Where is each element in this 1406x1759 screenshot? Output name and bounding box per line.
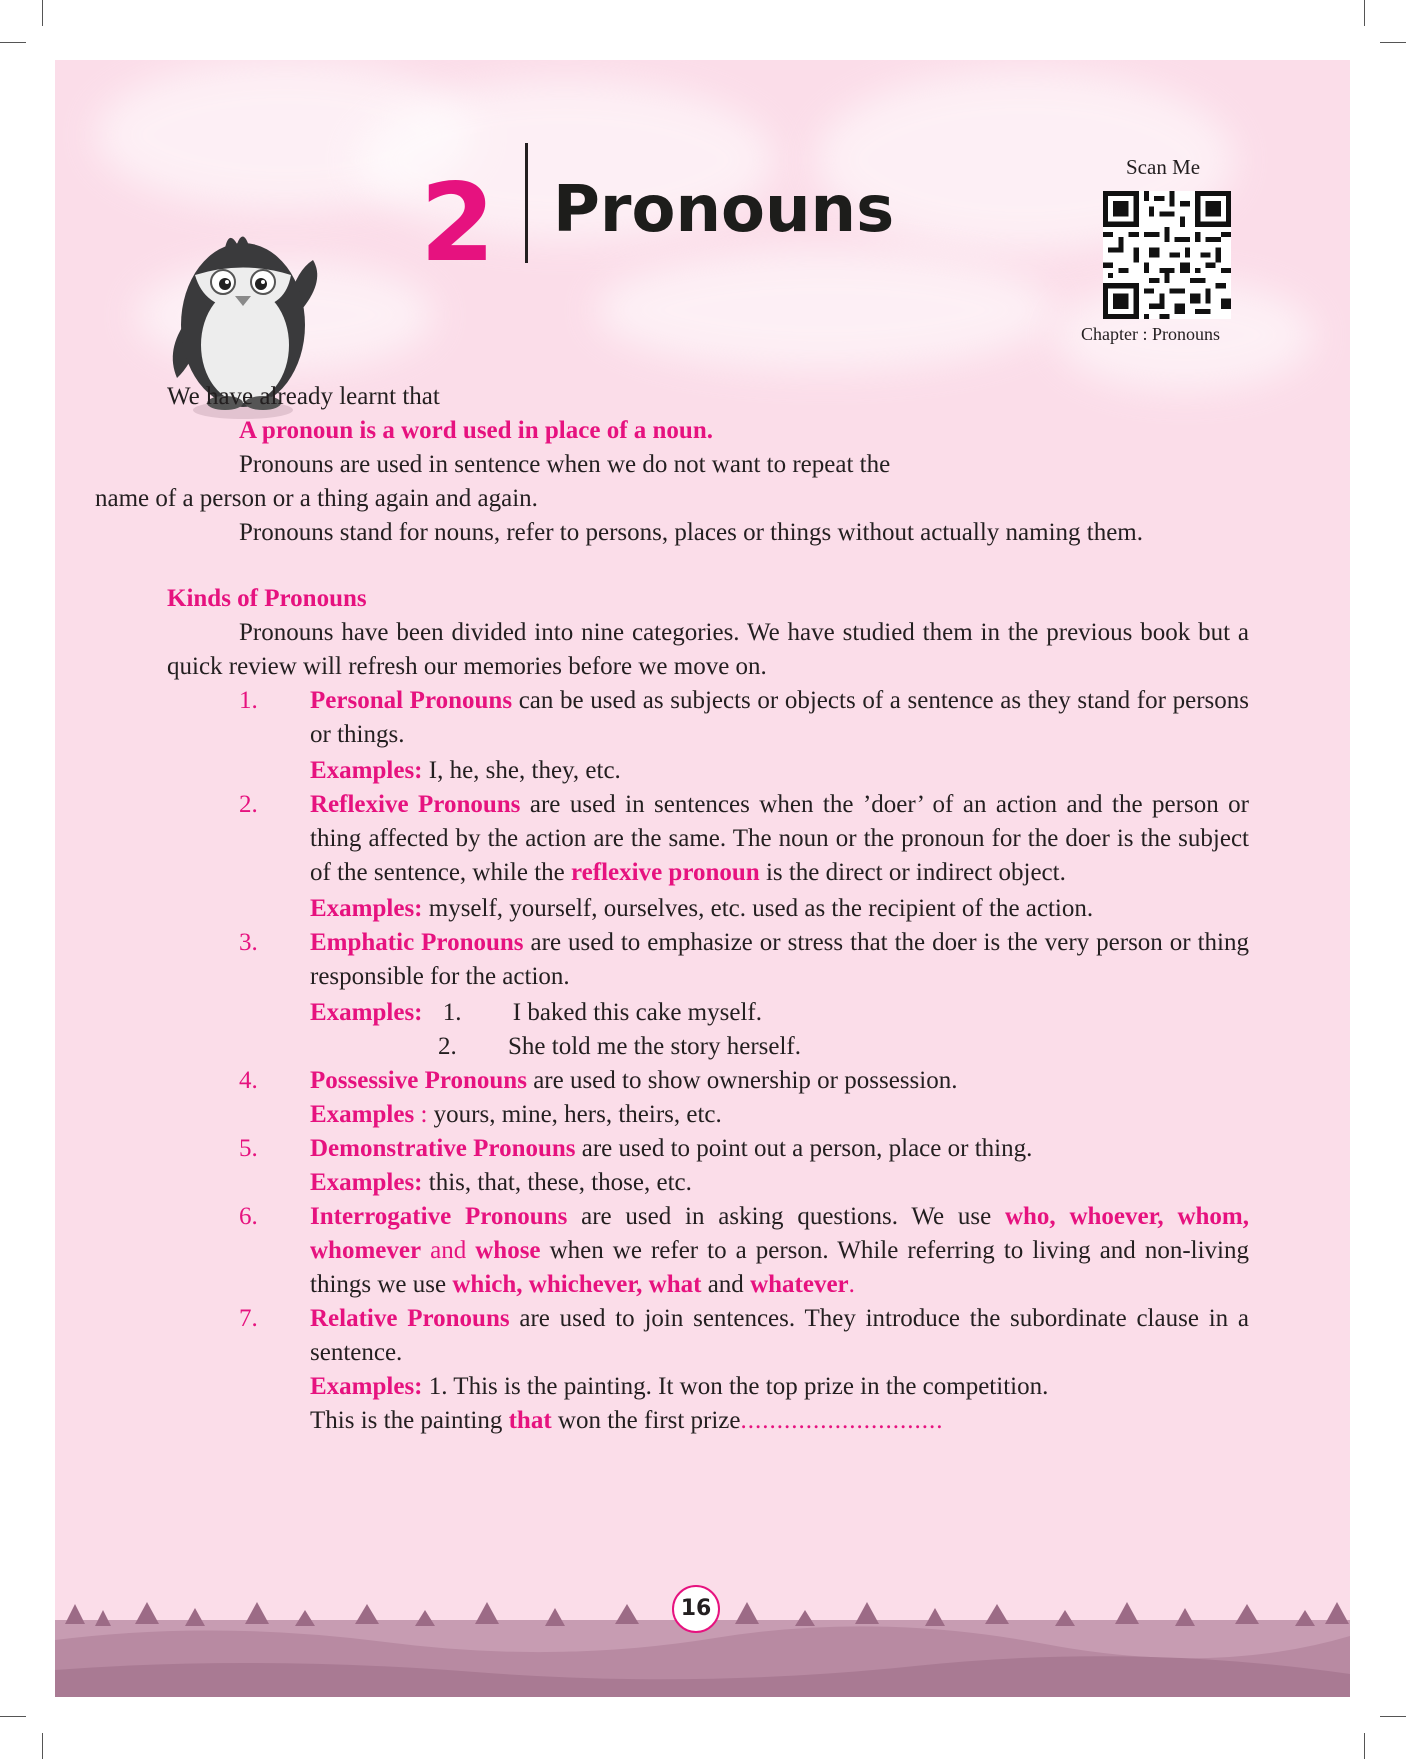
description: are used to emphasize or stress that the doer is the very person or thing responsible for the action.: [310, 929, 1249, 990]
examples-text: I, he, she, they, etc.: [422, 757, 621, 784]
list-item: [167, 1064, 1249, 1098]
term: Emphatic Pronouns: [310, 929, 524, 956]
continuation-dots: ............................: [740, 1407, 944, 1434]
list-number: 4.: [239, 1067, 258, 1094]
crop-mark: [42, 1733, 43, 1759]
keyword: that: [508, 1407, 552, 1434]
crop-mark: [1380, 1716, 1406, 1717]
qr-caption: Chapter : Pronouns: [1081, 324, 1220, 344]
chapter-title: Pronouns: [553, 173, 895, 247]
page-number: 16: [672, 1585, 720, 1633]
intro-paragraph: Pronouns stand for nouns, refer to persons, places or things without actually naming them.: [239, 519, 1144, 546]
term: Possessive Pronouns: [310, 1067, 527, 1094]
examples-label: Examples:: [310, 1169, 423, 1196]
example-sentence: I baked this cake myself.: [512, 999, 762, 1026]
crop-mark: [1380, 42, 1406, 43]
crop-mark: [0, 1716, 26, 1717]
term: Interrogative Pronouns: [310, 1203, 568, 1230]
crop-mark: [1364, 0, 1365, 26]
list-number: 7.: [239, 1305, 258, 1332]
description: are used to join sentences. They introduce the subordinate clause in a sentence.: [310, 1305, 1249, 1366]
description: are used in asking questions. We use: [567, 1203, 1005, 1230]
connector: and: [421, 1237, 476, 1264]
examples-text: yours, mine, hers, theirs, etc.: [427, 1101, 722, 1128]
examples: [167, 1098, 1249, 1132]
title-divider: [525, 143, 528, 263]
examples-text: myself, yourself, ourselves, etc. used as the recipient of the action.: [422, 895, 1094, 922]
description: is the direct or indirect object.: [759, 859, 1066, 886]
list-item: [167, 788, 1249, 890]
examples: [167, 1370, 1249, 1404]
examples-text: 1. This is the painting. It won the top prize in the competition.: [422, 1373, 1049, 1400]
term: reflexive pronoun: [571, 859, 760, 886]
example-number: 1.: [442, 999, 462, 1026]
examples-label: Examples:: [310, 1373, 423, 1400]
keyword: who, whoever, whom, whomever: [310, 1203, 1249, 1264]
term: Relative Pronouns: [310, 1305, 510, 1332]
crop-mark: [42, 0, 43, 26]
examples: [167, 892, 1249, 926]
intro-paragraph-text-cont: name of a person or a thing again and again.: [95, 485, 538, 512]
qr-code-icon[interactable]: [1103, 191, 1231, 319]
description: are used in sentences when the ’doer’ of an action and the person or thing affected by the action are the same. The noun or the pronoun for the doer is the subject of the sentence, while the: [310, 791, 1249, 886]
list-item: [167, 684, 1249, 752]
intro-paragraph: [95, 448, 1249, 516]
examples: [167, 996, 1249, 1030]
example-number: 2.: [438, 1033, 457, 1060]
scan-label: Scan Me: [1126, 155, 1201, 179]
example-text: This is the painting: [310, 1407, 509, 1434]
book-page: [55, 60, 1350, 1697]
examples: [167, 1166, 1249, 1200]
pronoun-definition: A pronoun is a word used in place of a noun.: [239, 417, 713, 444]
examples-text: this, that, these, those, etc.: [422, 1169, 692, 1196]
example-sentence: [167, 1404, 1249, 1438]
examples-colon: :: [414, 1101, 428, 1128]
cloud: [595, 250, 1055, 370]
term: Reflexive Pronouns: [310, 791, 521, 818]
list-item: [167, 926, 1249, 994]
term: Demonstrative Pronouns: [310, 1135, 576, 1162]
list-number: 5.: [239, 1135, 258, 1162]
description: are used to show ownership or possession.: [526, 1067, 958, 1094]
examples-label: Examples: [310, 1101, 415, 1128]
examples: [167, 754, 1249, 788]
examples: [167, 1030, 1249, 1064]
description: when we refer to a person. While referring to living and non-living things we use: [310, 1237, 1249, 1298]
description: are used to point out a person, place or thing.: [575, 1135, 1033, 1162]
list-number: 2.: [239, 791, 258, 818]
examples-label: Examples:: [310, 895, 423, 922]
connector: and: [701, 1271, 751, 1298]
example-sentence: She told me the story herself.: [508, 1033, 801, 1060]
section-intro: Pronouns have been divided into nine categories. We have studied them in the previous book but a quick review will refresh our memories before we move on.: [167, 619, 1249, 680]
chapter-number: 2: [420, 161, 496, 286]
chapter-content: [95, 380, 1249, 1438]
crop-mark: [1364, 1733, 1365, 1759]
keyword: whose: [475, 1237, 541, 1264]
list-item: [167, 1200, 1249, 1302]
examples-label: Examples:: [310, 757, 423, 784]
list-item: [167, 1302, 1249, 1370]
term: Personal Pronouns: [310, 687, 513, 714]
example-text: won the first prize: [551, 1407, 741, 1434]
crop-mark: [0, 42, 26, 43]
keyword: whatever: [750, 1271, 849, 1298]
examples-label: Examples:: [310, 999, 423, 1026]
list-item: [167, 1132, 1249, 1166]
list-number: 6.: [239, 1203, 258, 1230]
list-number: 3.: [239, 929, 258, 956]
section-heading: Kinds of Pronouns: [167, 585, 367, 612]
intro-line: We have already learnt that: [167, 383, 440, 410]
description: can be used as subjects or objects of a sentence as they stand for persons or things.: [310, 687, 1249, 748]
intro-paragraph-text: Pronouns are used in sentence when we do not want to repeat the: [239, 451, 891, 478]
keyword: which, whichever, what: [452, 1271, 702, 1298]
period: .: [848, 1271, 855, 1298]
list-number: 1.: [239, 687, 258, 714]
